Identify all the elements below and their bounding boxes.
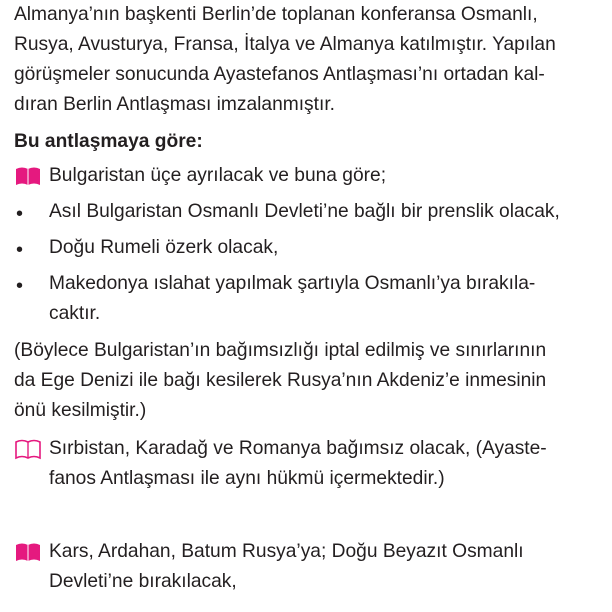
item-2-line-1: Sırbistan, Karadağ ve Romanya bağımsız olacak, (Ayaste-: [49, 438, 547, 459]
item-2-line-2: fanos Antlaşması ile aynı hükmü içermektedir.): [49, 468, 445, 489]
note-line-3: önü kesilmiştir.): [14, 400, 147, 421]
intro-line-4: dıran Berlin Antlaşması imzalanmıştır.: [14, 94, 335, 115]
item-1-text: Bulgaristan üçe ayrılacak ve buna göre;: [49, 165, 387, 186]
bullet-2-symbol: •: [16, 239, 24, 261]
intro-line-2: Rusya, Avusturya, Fransa, İtalya ve Almanya katılmıştır. Yapılan: [14, 34, 556, 55]
note-line-1: (Böylece Bulgaristan’ın bağımsızlığı iptal edilmiş ve sınırlarının: [14, 340, 547, 361]
bullet-3-symbol: •: [16, 275, 24, 297]
intro-line-1: Almanya’nın başkenti Berlin’de toplanan konferansa Osmanlı,: [14, 4, 538, 25]
note-line-2: da Ege Denizi ile bağı kesilerek Rusya’nın Akdeniz’e inmesinin: [14, 370, 547, 391]
bullet-1-symbol: •: [16, 203, 24, 225]
section-heading: Bu antlaşmaya göre:: [14, 131, 203, 152]
item-3-line-2: Devleti’ne bırakılacak,: [49, 571, 237, 592]
item-3-line-1: Kars, Ardahan, Batum Rusya’ya; Doğu Beyazıt Osmanlı: [49, 541, 524, 562]
book-outline-icon: [14, 438, 42, 460]
book-filled-icon: [14, 165, 42, 187]
bullet-2-text: Doğu Rumeli özerk olacak,: [49, 237, 279, 258]
intro-line-3: görüşmeler sonucunda Ayastefanos Antlaşması’nı ortadan kal-: [14, 64, 545, 85]
book-filled-icon: [14, 541, 42, 563]
bullet-3-text-line-2: caktır.: [49, 303, 101, 324]
bullet-1-text: Asıl Bulgaristan Osmanlı Devleti’ne bağlı bir prenslik olacak,: [49, 201, 560, 222]
bullet-3-text-line-1: Makedonya ıslahat yapılmak şartıyla Osmanlı’ya bırakıla-: [49, 273, 536, 294]
